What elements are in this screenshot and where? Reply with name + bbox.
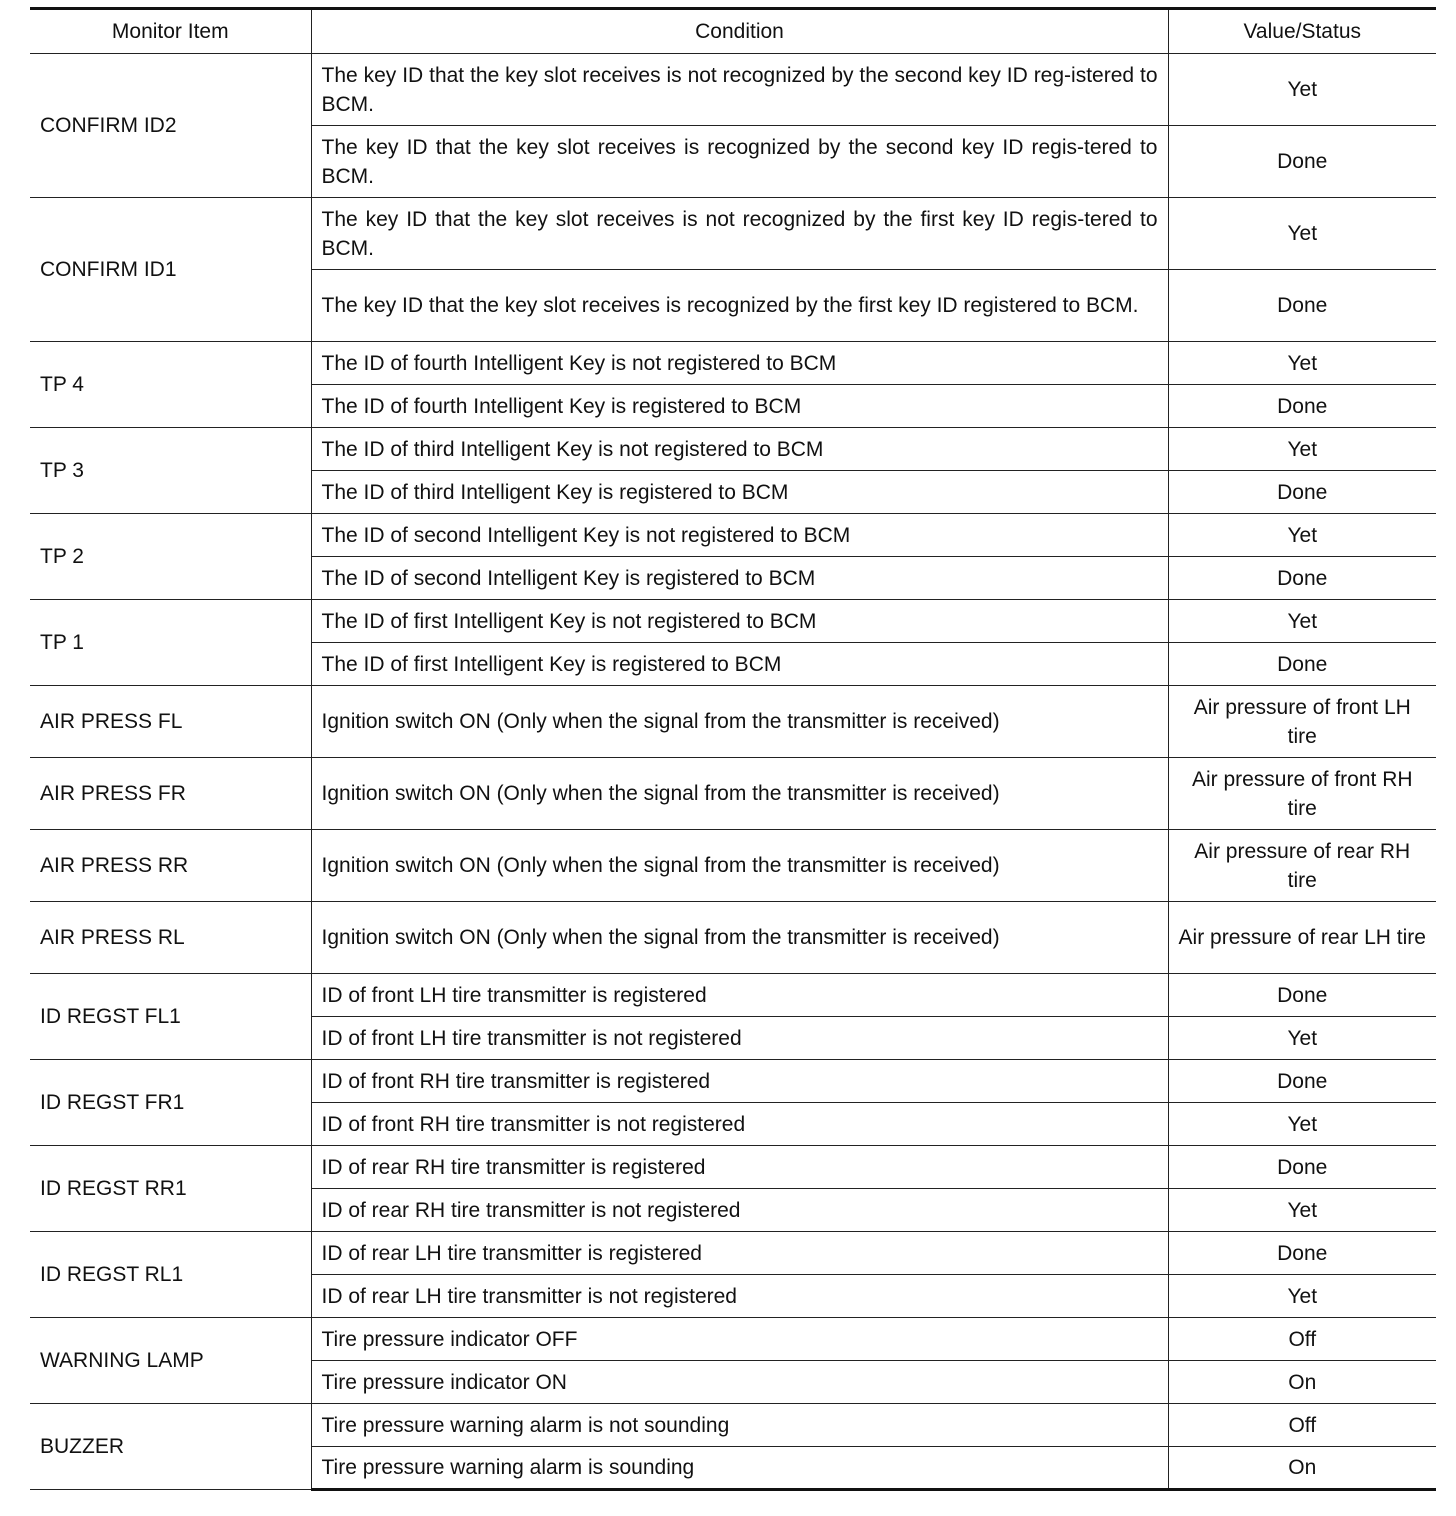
- condition-cell: Ignition switch ON (Only when the signal from the transmitter is received): [311, 758, 1168, 830]
- value-status-cell: Done: [1168, 270, 1436, 342]
- table-row: [30, 830, 1436, 902]
- condition-cell: Tire pressure indicator OFF: [311, 1318, 1168, 1361]
- table-row: [30, 1318, 1436, 1361]
- condition-cell: ID of rear LH tire transmitter is registered: [311, 1232, 1168, 1275]
- table-row: [30, 1404, 1436, 1447]
- condition-cell: The key ID that the key slot receives is not recognized by the second key ID reg-istered to BCM.: [311, 54, 1168, 126]
- condition-cell: ID of rear LH tire transmitter is not registered: [311, 1275, 1168, 1318]
- header-condition: Condition: [311, 9, 1168, 54]
- value-status-cell: On: [1168, 1447, 1436, 1490]
- monitor-item-cell: AIR PRESS FL: [30, 686, 311, 758]
- value-status-cell: Air pressure of front LH tire: [1168, 686, 1436, 758]
- monitor-item-cell: AIR PRESS FR: [30, 758, 311, 830]
- monitor-item-cell: TP 3: [30, 428, 311, 514]
- table-row: [30, 1146, 1436, 1189]
- table-row: [30, 1232, 1436, 1275]
- monitor-item-cell: ID REGST FR1: [30, 1060, 311, 1146]
- value-status-cell: Done: [1168, 471, 1436, 514]
- value-status-cell: Done: [1168, 1060, 1436, 1103]
- condition-cell: Ignition switch ON (Only when the signal from the transmitter is received): [311, 686, 1168, 758]
- value-status-cell: Done: [1168, 557, 1436, 600]
- condition-cell: The ID of third Intelligent Key is registered to BCM: [311, 471, 1168, 514]
- value-status-cell: Yet: [1168, 1189, 1436, 1232]
- monitor-table: [30, 7, 1436, 1491]
- table-row: [30, 974, 1436, 1017]
- condition-cell: The key ID that the key slot receives is recognized by the second key ID regis-tered to BCM.: [311, 126, 1168, 198]
- condition-cell: The ID of first Intelligent Key is not registered to BCM: [311, 600, 1168, 643]
- monitor-item-cell: TP 1: [30, 600, 311, 686]
- condition-cell: ID of front RH tire transmitter is registered: [311, 1060, 1168, 1103]
- header-monitor-item: Monitor Item: [30, 9, 311, 54]
- table-row: [30, 600, 1436, 643]
- table-row: [30, 686, 1436, 758]
- value-status-cell: Yet: [1168, 600, 1436, 643]
- condition-cell: The key ID that the key slot receives is recognized by the first key ID registered to BCM.: [311, 270, 1168, 342]
- monitor-item-cell: BUZZER: [30, 1404, 311, 1490]
- condition-cell: The ID of fourth Intelligent Key is registered to BCM: [311, 385, 1168, 428]
- condition-cell: Ignition switch ON (Only when the signal from the transmitter is received): [311, 902, 1168, 974]
- condition-cell: The ID of fourth Intelligent Key is not registered to BCM: [311, 342, 1168, 385]
- condition-cell: The ID of first Intelligent Key is registered to BCM: [311, 643, 1168, 686]
- monitor-item-cell: ID REGST RR1: [30, 1146, 311, 1232]
- value-status-cell: Yet: [1168, 428, 1436, 471]
- value-status-cell: Air pressure of rear LH tire: [1168, 902, 1436, 974]
- table-row: [30, 198, 1436, 270]
- monitor-item-cell: TP 2: [30, 514, 311, 600]
- value-status-cell: Done: [1168, 643, 1436, 686]
- value-status-cell: Done: [1168, 974, 1436, 1017]
- value-status-cell: Yet: [1168, 342, 1436, 385]
- monitor-item-cell: TP 4: [30, 342, 311, 428]
- condition-cell: The ID of second Intelligent Key is registered to BCM: [311, 557, 1168, 600]
- monitor-item-cell: WARNING LAMP: [30, 1318, 311, 1404]
- monitor-item-cell: AIR PRESS RR: [30, 830, 311, 902]
- condition-cell: The ID of third Intelligent Key is not registered to BCM: [311, 428, 1168, 471]
- condition-cell: ID of front LH tire transmitter is not registered: [311, 1017, 1168, 1060]
- value-status-cell: Off: [1168, 1318, 1436, 1361]
- value-status-cell: On: [1168, 1361, 1436, 1404]
- condition-cell: ID of front RH tire transmitter is not registered: [311, 1103, 1168, 1146]
- table-row: [30, 1060, 1436, 1103]
- value-status-cell: Done: [1168, 1232, 1436, 1275]
- value-status-cell: Yet: [1168, 198, 1436, 270]
- table-row: [30, 758, 1436, 830]
- value-status-cell: Yet: [1168, 1017, 1436, 1060]
- value-status-cell: Yet: [1168, 514, 1436, 557]
- condition-cell: Tire pressure warning alarm is sounding: [311, 1447, 1168, 1490]
- condition-cell: Tire pressure indicator ON: [311, 1361, 1168, 1404]
- monitor-item-cell: ID REGST FL1: [30, 974, 311, 1060]
- value-status-cell: Air pressure of rear RH tire: [1168, 830, 1436, 902]
- header-value-status: Value/Status: [1168, 9, 1436, 54]
- monitor-item-cell: CONFIRM ID2: [30, 54, 311, 198]
- table-row: [30, 54, 1436, 126]
- condition-cell: The key ID that the key slot receives is not recognized by the first key ID regis-tered to BCM.: [311, 198, 1168, 270]
- value-status-cell: Yet: [1168, 1275, 1436, 1318]
- condition-cell: ID of rear RH tire transmitter is registered: [311, 1146, 1168, 1189]
- value-status-cell: Done: [1168, 385, 1436, 428]
- value-status-cell: Off: [1168, 1404, 1436, 1447]
- condition-cell: ID of rear RH tire transmitter is not registered: [311, 1189, 1168, 1232]
- value-status-cell: Air pressure of front RH tire: [1168, 758, 1436, 830]
- condition-cell: Tire pressure warning alarm is not sounding: [311, 1404, 1168, 1447]
- monitor-item-cell: CONFIRM ID1: [30, 198, 311, 342]
- value-status-cell: Yet: [1168, 54, 1436, 126]
- value-status-cell: Done: [1168, 1146, 1436, 1189]
- condition-cell: Ignition switch ON (Only when the signal from the transmitter is received): [311, 830, 1168, 902]
- value-status-cell: Yet: [1168, 1103, 1436, 1146]
- monitor-item-cell: ID REGST RL1: [30, 1232, 311, 1318]
- value-status-cell: Done: [1168, 126, 1436, 198]
- condition-cell: The ID of second Intelligent Key is not registered to BCM: [311, 514, 1168, 557]
- condition-cell: ID of front LH tire transmitter is registered: [311, 974, 1168, 1017]
- table-body: [30, 54, 1436, 1490]
- monitor-item-cell: AIR PRESS RL: [30, 902, 311, 974]
- table-row: [30, 428, 1436, 471]
- table-row: [30, 342, 1436, 385]
- table-row: [30, 902, 1436, 974]
- header-row: [30, 9, 1436, 54]
- table-row: [30, 514, 1436, 557]
